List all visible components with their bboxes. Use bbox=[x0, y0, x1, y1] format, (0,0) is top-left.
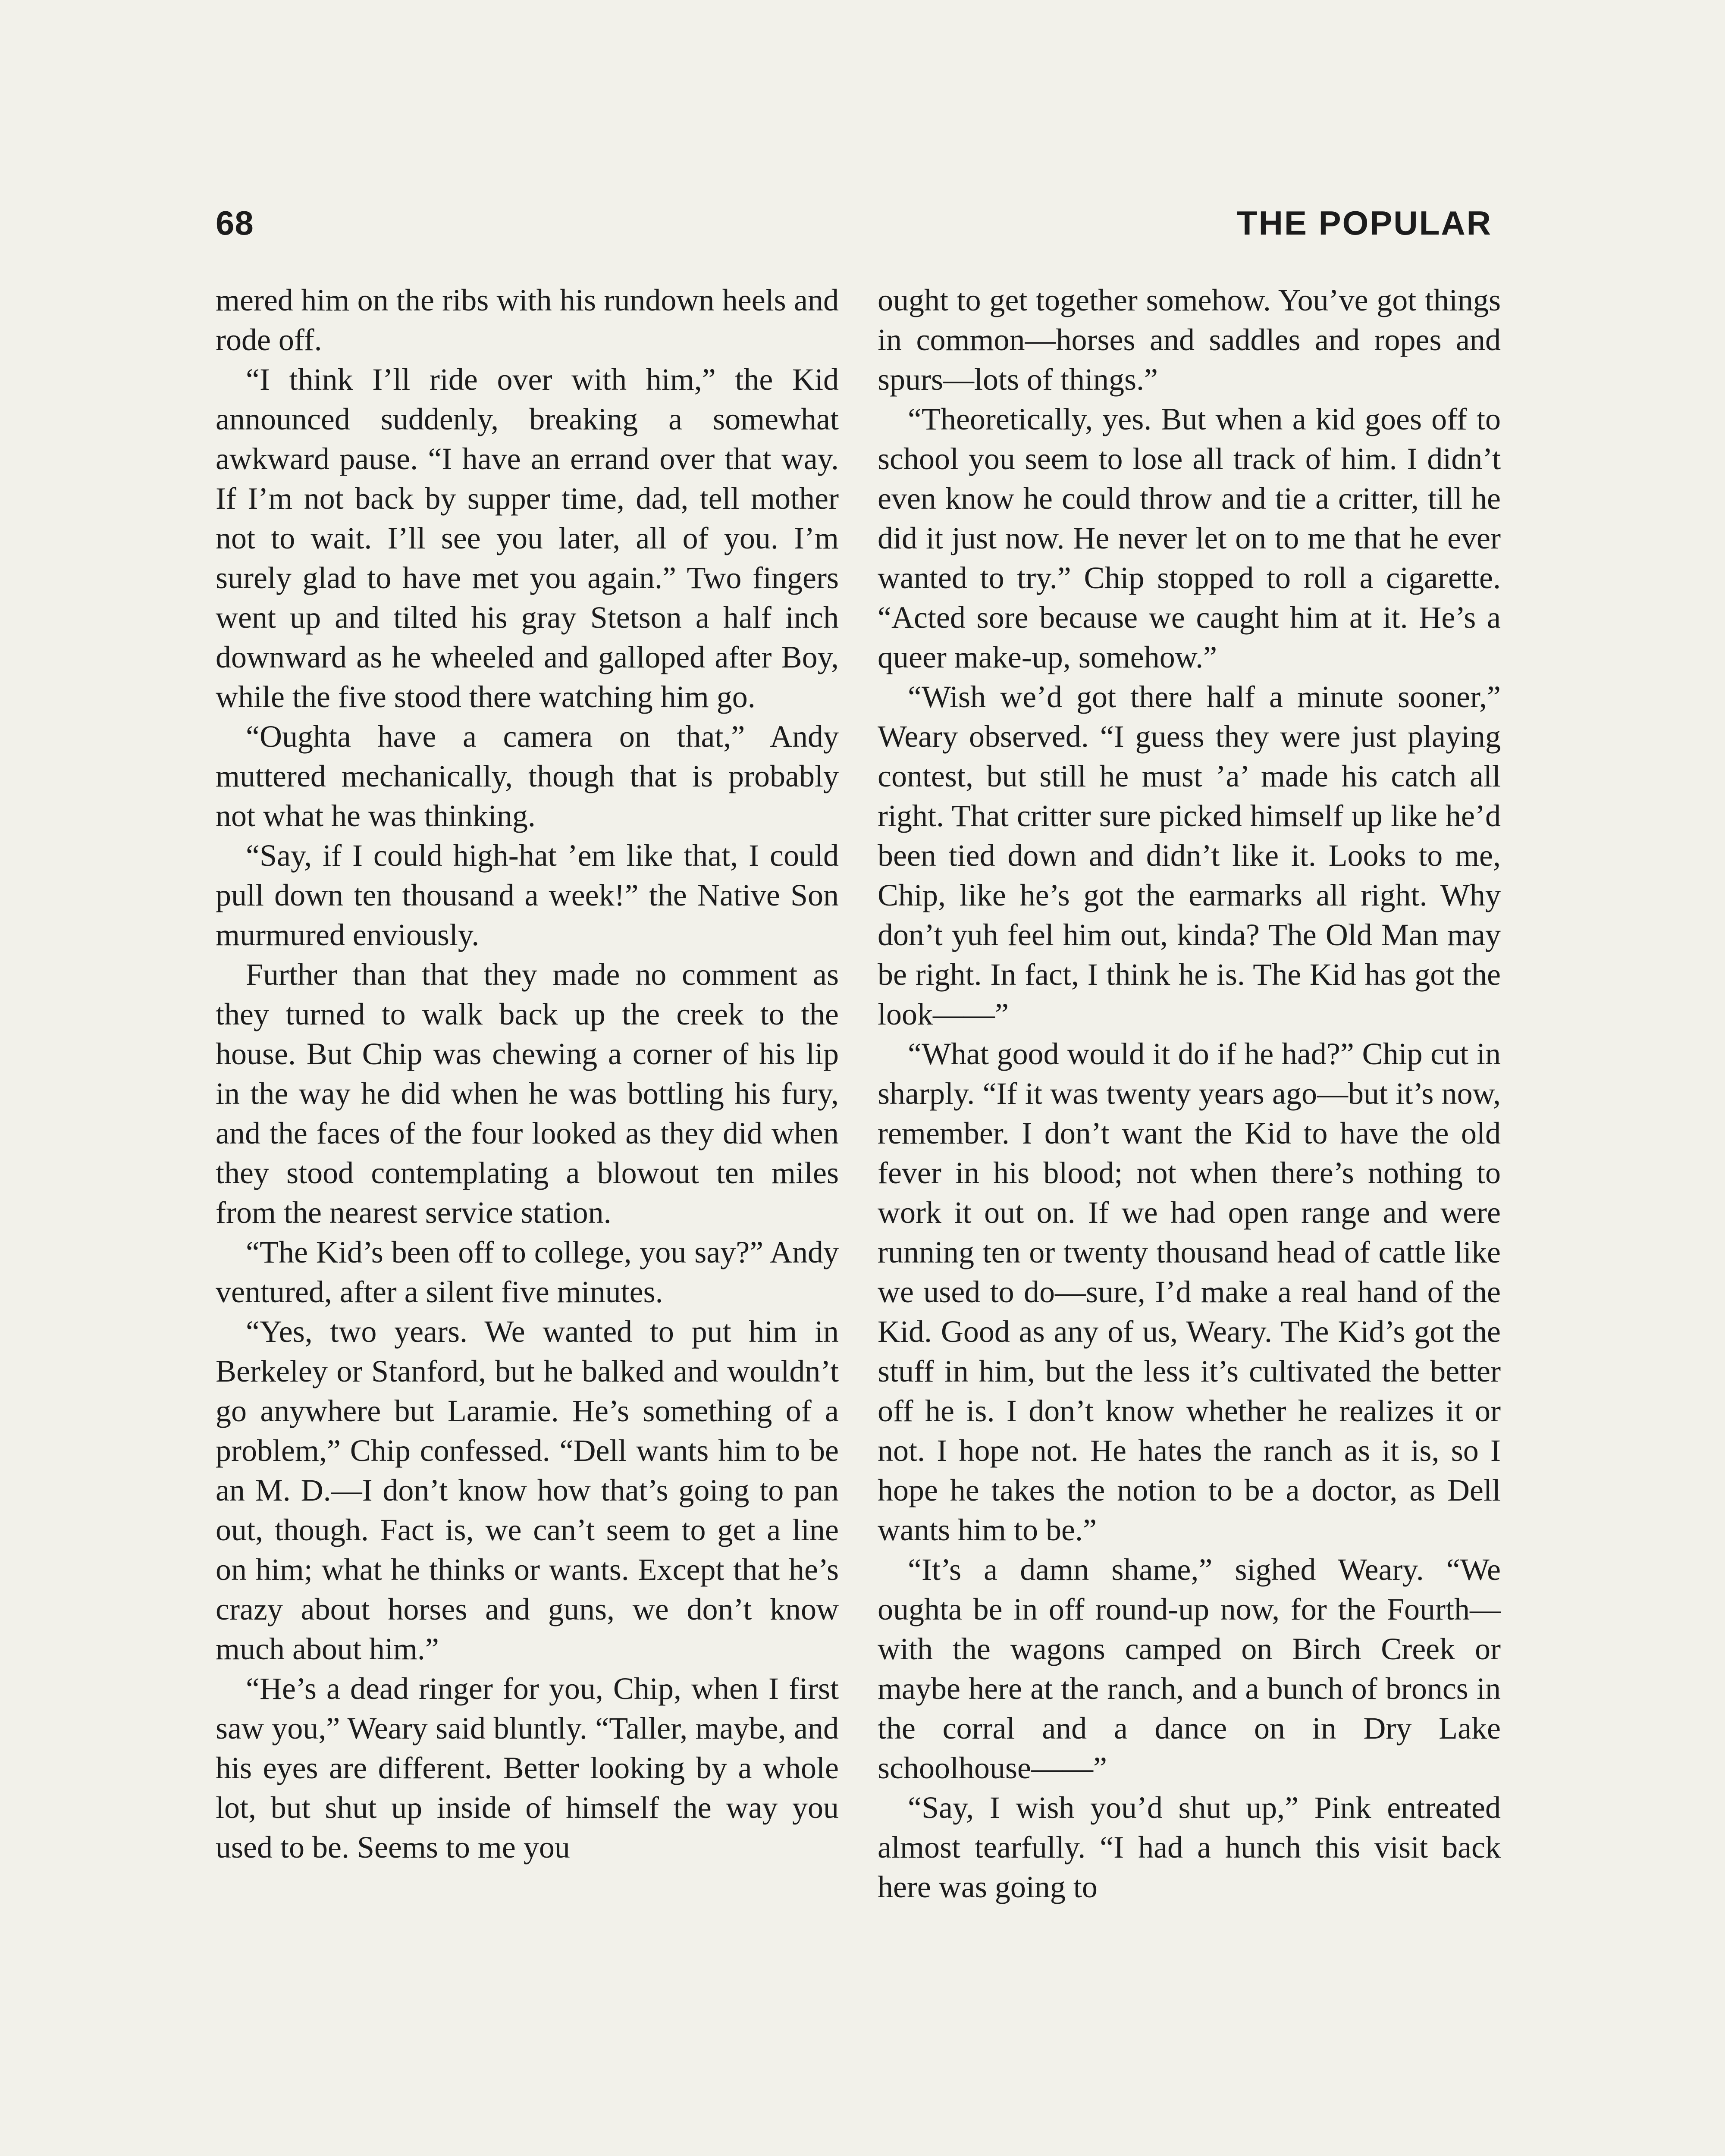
paragraph: “He’s a dead ringer for you, Chip, when I first saw you,” Weary said bluntly. “Taller, maybe, and his eyes are different. Better looking by a whole lot, but shut up inside of himself the way you used to be. Seems to me you bbox=[216, 1671, 839, 1865]
paragraph: Further than that they made no comment as they turned to walk back up the creek to the house. But Chip was chewing a corner of his lip in the way he did when he was bottling his fury, and the faces of the four looked as they did when they stood contemplating a blowout ten miles from the nearest service station. bbox=[216, 957, 839, 1230]
left-column bbox=[216, 280, 839, 1867]
paragraph: ought to get together somehow. You’ve got things in common—horses and saddles and ropes and spurs—lots of things.” bbox=[878, 283, 1501, 397]
paragraph: “What good would it do if he had?” Chip cut in sharply. “If it was twenty years ago—but it’s now, remember. I don’t want the Kid to have the old fever in his blood; not when there’s nothing to work it out on. If we had open range and were running ten or twenty thousand head of cattle like we used to do—sure, I’d make a real hand of the Kid. Good as any of us, Weary. The Kid’s got the stuff in him, but the less it’s cultivated the better off he is. I don’t know whether he realizes it or not. I hope not. He hates the ranch as it is, so I hope he takes the notion to be a doctor, as Dell wants him to be.” bbox=[878, 1037, 1501, 1547]
right-column bbox=[878, 280, 1501, 1907]
paragraph: “Say, I wish you’d shut up,” Pink entreated almost tearfully. “I had a hunch this visit back here was going to bbox=[878, 1790, 1501, 1904]
paragraph: “I think I’ll ride over with him,” the Kid announced suddenly, breaking a somewhat awkward pause. “I have an errand over that way. If I’m not back by supper time, dad, tell mother not to wait. I’ll see you later, all of you. I’m surely glad to have met you again.” Two fingers went up and tilted his gray Stetson a half inch downward as he wheeled and galloped after Boy, while the five stood there watching him go. bbox=[216, 362, 839, 714]
paragraph: “It’s a damn shame,” sighed Weary. “We oughta be in off round-up now, for the Fourth—with the wagons camped on Birch Creek or maybe here at the ranch, and a bunch of broncs in the corral and a dance on in Dry Lake schoolhouse——” bbox=[878, 1552, 1501, 1785]
running-head: THE POPULAR bbox=[1236, 204, 1492, 242]
paragraph: “Say, if I could high-hat ’em like that, I could pull down ten thousand a week!” the Native Son murmured enviously. bbox=[216, 838, 839, 952]
paragraph: “Oughta have a camera on that,” Andy muttered mechanically, though that is probably not what he was thinking. bbox=[216, 719, 839, 833]
paragraph: “Wish we’d got there half a minute sooner,” Weary observed. “I guess they were just playing contest, but still he must ’a’ made his catch all right. That critter sure picked himself up like he’d been tied down and didn’t like it. Looks to me, Chip, like he’s got the earmarks all right. Why don’t yuh feel him out, kinda? The Old Man may be right. In fact, I think he is. The Kid has got the look——” bbox=[878, 680, 1501, 1031]
paragraph: “Theoretically, yes. But when a kid goes off to school you seem to lose all track of him. I didn’t even know he could throw and tie a critter, till he did it just now. He never let on to me that he ever wanted to try.” Chip stopped to roll a cigarette. “Acted sore because we caught him at it. He’s a queer make-up, somehow.” bbox=[878, 402, 1501, 674]
paragraph: “Yes, two years. We wanted to put him in Berkeley or Stanford, but he balked and wouldn’t go anywhere but Laramie. He’s something of a problem,” Chip confessed. “Dell wants him to be an M. D.—I don’t know how that’s going to pan out, though. Fact is, we can’t seem to get a line on him; what he thinks or wants. Except that he’s crazy about horses and guns, we don’t know much about him.” bbox=[216, 1314, 839, 1666]
page-number: 68 bbox=[216, 204, 254, 242]
paragraph: “The Kid’s been off to college, you say?” Andy ventured, after a silent five minutes. bbox=[216, 1235, 839, 1309]
paragraph: mered him on the ribs with his rundown heels and rode off. bbox=[216, 283, 839, 357]
